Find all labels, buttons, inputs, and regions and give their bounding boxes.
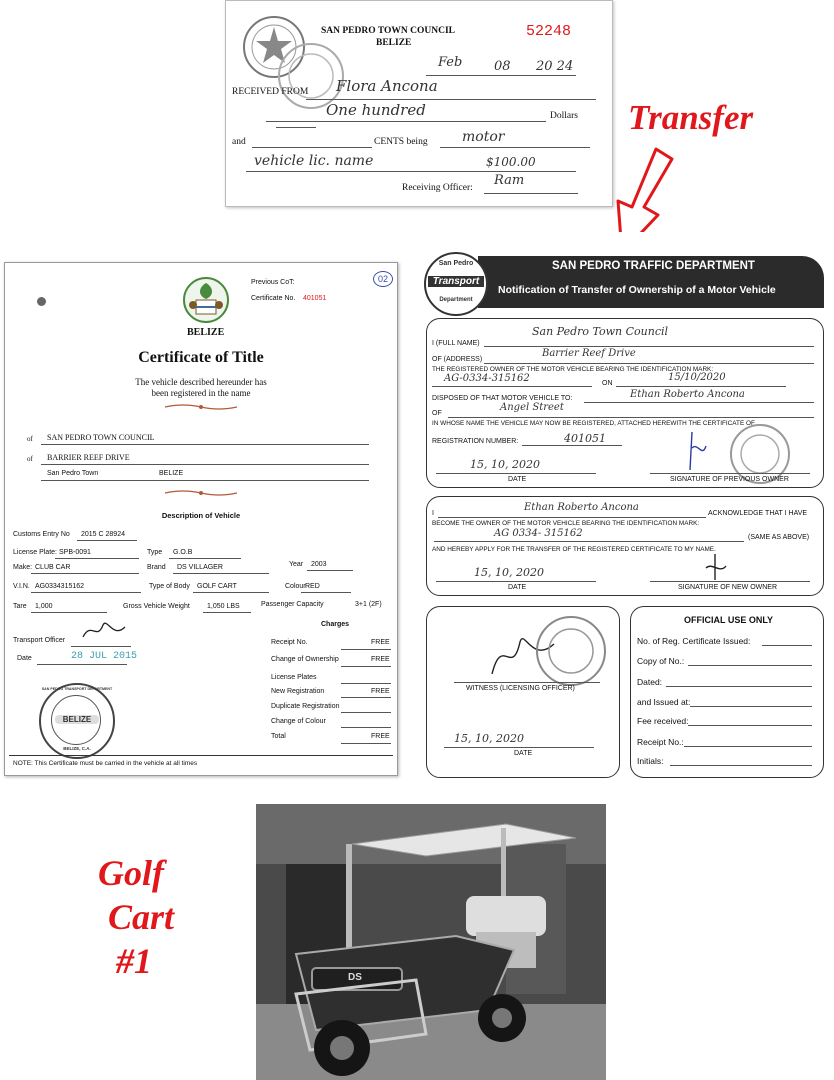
official-row: Dated: bbox=[637, 677, 663, 687]
stamp-mid-text: BELIZE bbox=[55, 715, 99, 724]
on-value: 15/10/2020 bbox=[668, 372, 726, 383]
i-label: I bbox=[432, 510, 434, 517]
cert-note: NOTE: This Certificate must be carried in the vehicle at all times bbox=[13, 760, 198, 767]
cents-value: motor bbox=[462, 129, 505, 145]
sig-prev-label: SIGNATURE OF PREVIOUS OWNER bbox=[670, 476, 789, 483]
gvw-value: 1,050 LBS bbox=[207, 603, 240, 610]
logo-bottom-text: Department bbox=[439, 297, 473, 303]
full-name-value: San Pedro Town Council bbox=[532, 325, 669, 338]
witness-stamp-icon bbox=[534, 614, 608, 688]
address-label: OF (ADDRESS) bbox=[432, 356, 483, 363]
apply-line: AND HEREBY APPLY FOR THE TRANSFER OF THE REGISTERED CERTIFICATE TO MY NAME. bbox=[432, 546, 716, 553]
owner-line: THE REGISTERED OWNER OF THE MOTOR VEHICLE BEARING THE IDENTIFICATION MARK: bbox=[432, 366, 714, 373]
tare-label: Tare bbox=[13, 603, 27, 610]
golf-label-1: Golf bbox=[98, 853, 164, 893]
certificate-of-title bbox=[4, 262, 398, 776]
year-value: 2003 bbox=[311, 561, 327, 568]
on-label: ON bbox=[602, 380, 613, 387]
cert-town: San Pedro Town bbox=[47, 470, 99, 477]
golf-label-3: #1 bbox=[116, 941, 152, 981]
receipt bbox=[225, 0, 613, 207]
of-label: OF bbox=[432, 410, 442, 417]
golf-label-2: Cart bbox=[108, 897, 175, 937]
witness-label: WITNESS (LICENSING OFFICER) bbox=[466, 685, 575, 692]
plate-value: SPB-0091 bbox=[59, 549, 91, 556]
charge-row: Change of Ownership FREE bbox=[271, 656, 390, 663]
customs-label: Customs Entry No bbox=[13, 531, 70, 538]
logo-top-text: San Pedro bbox=[438, 260, 474, 267]
belize-coat-of-arms-icon bbox=[181, 275, 231, 325]
cert-of-label-2: of bbox=[27, 455, 33, 463]
receipt-country: BELIZE bbox=[376, 38, 412, 48]
receipt-date-year: 20 24 bbox=[536, 59, 574, 74]
brand-label: Brand bbox=[147, 564, 166, 571]
plate-label: License Plate: bbox=[13, 549, 57, 556]
make-label: Make: bbox=[13, 564, 33, 571]
address-value: Barrier Reef Drive bbox=[542, 348, 636, 359]
punch-hole bbox=[37, 297, 46, 306]
date1-value: 15, 10, 2020 bbox=[470, 458, 540, 471]
ack-label: ACKNOWLEDGE THAT I HAVE bbox=[708, 510, 808, 517]
received-from-value: Flora Ancona bbox=[336, 77, 438, 95]
type-label: Type bbox=[147, 549, 163, 556]
charge-row: Total FREE bbox=[271, 733, 390, 740]
ornament-divider-icon bbox=[163, 403, 239, 411]
body-label: Type of Body bbox=[149, 583, 190, 590]
transfer-notification-form bbox=[404, 232, 830, 777]
form-header-2: Notification of Transfer of Ownership of a Motor Vehicle bbox=[498, 284, 776, 296]
new-owner-signature-icon bbox=[700, 552, 730, 582]
officer-label: Transport Officer bbox=[13, 637, 66, 644]
charges-heading: Charges bbox=[321, 621, 350, 628]
date2-value: 15, 10, 2020 bbox=[474, 566, 544, 579]
cert-of-label-1: of bbox=[27, 435, 33, 443]
disposed-label: DISPOSED OF THAT MOTOR VEHICLE TO: bbox=[432, 395, 573, 402]
type-value: G.O.B bbox=[173, 549, 193, 556]
cert-country2: BELIZE bbox=[159, 470, 184, 477]
previous-cot-label: Previous CoT: bbox=[251, 279, 295, 286]
purpose-value: vehicle lic. name bbox=[254, 153, 374, 169]
become-line: BECOME THE OWNER OF THE MOTOR VEHICLE BEARING THE IDENTIFICATION MARK: bbox=[432, 520, 700, 527]
regno-value: 401051 bbox=[564, 432, 606, 445]
transport-dept-stamp bbox=[39, 683, 115, 759]
official-row: Copy of No.: bbox=[637, 656, 685, 666]
make-value: CLUB CAR bbox=[35, 564, 71, 571]
cert-no-label: Certificate No. bbox=[251, 295, 296, 302]
receiving-officer-label: Receiving Officer: bbox=[402, 183, 473, 193]
date2-label: DATE bbox=[508, 584, 527, 591]
colour-label: Colour bbox=[285, 583, 306, 590]
receipt-date-month: Feb bbox=[438, 55, 463, 70]
transport-logo bbox=[424, 252, 488, 316]
receiving-officer-sig: Ram bbox=[494, 173, 525, 188]
stamp-bottom-text: BELIZE, C.A. bbox=[63, 746, 91, 751]
form-header-1: SAN PEDRO TRAFFIC DEPARTMENT bbox=[552, 260, 755, 272]
charge-row: Duplicate Registration bbox=[271, 703, 340, 710]
cert-country: BELIZE bbox=[187, 327, 225, 338]
vin-value: AG0334315162 bbox=[35, 583, 85, 590]
charge-row: New Registration FREE bbox=[271, 688, 390, 695]
official-use-box bbox=[630, 606, 824, 778]
and-label: and bbox=[232, 137, 246, 147]
circled-number: 02 bbox=[373, 271, 393, 287]
charge-row: License Plates bbox=[271, 674, 317, 681]
officer-signature-icon bbox=[79, 615, 129, 645]
tare-value: 1,000 bbox=[35, 603, 53, 610]
official-heading: OFFICIAL USE ONLY bbox=[684, 615, 774, 625]
whose-line: IN WHOSE NAME THE VEHICLE MAY NOW BE REGISTERED, ATTACHED HEREWITH THE CERTIFICATE OF bbox=[432, 420, 755, 427]
official-row: Initials: bbox=[637, 756, 664, 766]
golf-cart-photo-icon bbox=[256, 804, 606, 1080]
received-from-label: RECEIVED FROM bbox=[232, 87, 309, 97]
vin-label: V.I.N. bbox=[13, 583, 30, 590]
transfer-annotation: Transfer bbox=[628, 98, 754, 137]
date1-label: DATE bbox=[508, 476, 527, 483]
amount-words: One hundred bbox=[326, 101, 426, 119]
ornament-divider-icon-2 bbox=[163, 489, 239, 497]
cert-title: Certificate of Title bbox=[138, 349, 264, 366]
amount-figure: $100.00 bbox=[486, 155, 536, 169]
cert-no-value: 401051 bbox=[303, 295, 327, 302]
body-value: GOLF CART bbox=[197, 583, 237, 590]
mark-value: AG-0334-315162 bbox=[444, 373, 530, 384]
disposed-value: Ethan Roberto Ancona bbox=[630, 389, 745, 400]
cert-subtitle-2: been registered in the name bbox=[151, 388, 251, 398]
regno-label: REGISTRATION NUMBER: bbox=[432, 438, 519, 445]
date-label: Date bbox=[17, 655, 32, 662]
charge-row: Change of Colour bbox=[271, 718, 326, 725]
mark2-value: AG 0334- 315162 bbox=[494, 528, 583, 539]
dollars-label: Dollars bbox=[550, 111, 578, 121]
cert-address: BARRIER REEF DRIVE bbox=[47, 453, 130, 462]
year-label: Year bbox=[289, 561, 304, 568]
cert-owner: SAN PEDRO TOWN COUNCIL bbox=[47, 433, 155, 442]
cart-badge: DS bbox=[348, 972, 362, 983]
logo-mid-text: Transport bbox=[428, 276, 484, 287]
colour-value: RED bbox=[305, 583, 320, 590]
official-row: and Issued at: bbox=[637, 697, 691, 707]
gvw-label: Gross Vehicle Weight bbox=[123, 603, 190, 610]
pass-label: Passenger Capacity bbox=[261, 601, 324, 608]
pass-value: 3+1 (2F) bbox=[355, 601, 382, 608]
customs-value: 2015 C 28924 bbox=[81, 531, 125, 538]
full-name-label: I (FULL NAME) bbox=[432, 340, 480, 347]
cents-label: CENTS being bbox=[374, 137, 428, 147]
desc-heading: Description of Vehicle bbox=[161, 511, 241, 520]
official-row: Receipt No.: bbox=[637, 737, 684, 747]
receipt-council: SAN PEDRO TOWN COUNCIL bbox=[321, 26, 455, 36]
same-label: (SAME AS ABOVE) bbox=[748, 534, 810, 541]
golf-cart-photo bbox=[256, 804, 606, 1080]
charge-row: Receipt No. FREE bbox=[271, 639, 390, 646]
receipt-date-day: 08 bbox=[494, 59, 511, 74]
of-value: Angel Street bbox=[500, 402, 564, 413]
cert-subtitle-1: The vehicle described hereunder has bbox=[135, 377, 267, 387]
sig-new-label: SIGNATURE OF NEW OWNER bbox=[678, 584, 778, 591]
date3-label: DATE bbox=[514, 750, 533, 757]
new-owner-value: Ethan Roberto Ancona bbox=[524, 502, 639, 513]
official-row: Fee received: bbox=[637, 716, 689, 726]
official-row: No. of Reg. Certificate Issued: bbox=[637, 636, 751, 646]
brand-value: DS VILLAGER bbox=[177, 564, 223, 571]
date3-value: 15, 10, 2020 bbox=[454, 732, 524, 745]
date-value: 28 JUL 2015 bbox=[71, 651, 138, 662]
stamp-top-text: SAN PEDRO TRANSPORT DEPARTMENT bbox=[41, 687, 113, 691]
receipt-number: 52248 bbox=[526, 23, 572, 40]
